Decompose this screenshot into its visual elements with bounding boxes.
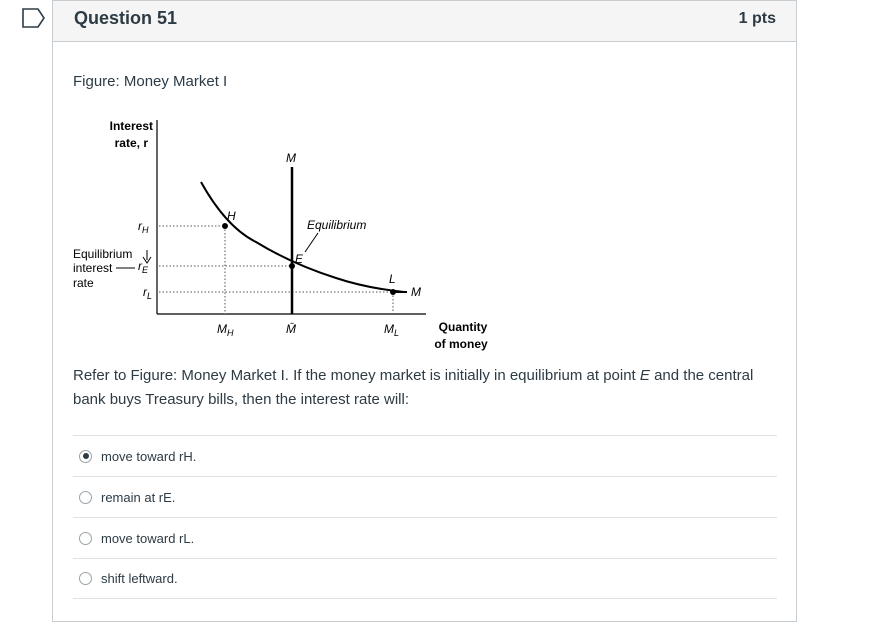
answer-label[interactable]: shift leftward. (101, 571, 178, 586)
question-title: Question 51 (74, 8, 178, 28)
answer-option[interactable] (73, 558, 777, 599)
rH-label: $r_H$ (138, 219, 149, 235)
prompt-text-1: Refer to Figure: Money Market I. If the money market is initially in equilibrium at point (73, 367, 640, 384)
money-market-figure (66, 112, 500, 356)
point-H-dot (222, 223, 228, 229)
rL-label: $r_L$ (143, 285, 153, 301)
point-E-label: E (295, 252, 304, 266)
answer-label[interactable]: remain at rE. (101, 489, 176, 505)
eq-interest-label-3: rate (73, 276, 94, 290)
eq-interest-label-1: Equilibrium (73, 247, 133, 261)
question-header (53, 1, 796, 42)
supply-label: M (286, 151, 296, 165)
prompt-text-2: and the central bank buys Treasury bills, then the interest rate will: (73, 367, 754, 408)
equilibrium-pointer (305, 233, 318, 252)
rE-label: $r_E$ (138, 259, 149, 275)
answer-list (73, 435, 777, 599)
figure-title: Figure: Money Market I (73, 73, 228, 90)
y-axis-label-1: Interest (109, 119, 153, 133)
answer-label[interactable]: move toward rH. (101, 448, 197, 464)
question-points: 1 pts (738, 10, 776, 27)
eq-interest-label-2: interest (73, 261, 113, 275)
x-axis-label-2: of money (434, 337, 488, 351)
MH-tick: $M_H$ (217, 322, 234, 338)
radio-icon[interactable] (79, 572, 92, 585)
y-axis-label-2: rate, r (114, 136, 148, 150)
point-L-dot (390, 289, 396, 295)
point-L-label: L (389, 272, 396, 286)
Mbar-tick: M̄ (286, 322, 296, 336)
answer-option[interactable] (73, 435, 777, 476)
answer-option[interactable] (73, 517, 777, 558)
radio-icon[interactable] (79, 532, 92, 545)
bookmark-icon[interactable] (22, 8, 46, 28)
answer-option[interactable] (73, 476, 777, 517)
point-H-label: H (227, 209, 236, 223)
prompt-point: E (639, 367, 650, 384)
radio-selected-icon[interactable] (79, 450, 92, 463)
radio-icon[interactable] (79, 491, 92, 504)
ML-tick: $M_L$ (384, 322, 400, 338)
demand-label: M (411, 285, 421, 299)
equilibrium-label: Equilibrium (307, 218, 367, 232)
money-demand-curve (201, 182, 404, 292)
answer-label[interactable]: move toward rL. (101, 530, 195, 546)
question-prompt (73, 364, 763, 412)
x-axis-label-1: Quantity (438, 320, 488, 334)
